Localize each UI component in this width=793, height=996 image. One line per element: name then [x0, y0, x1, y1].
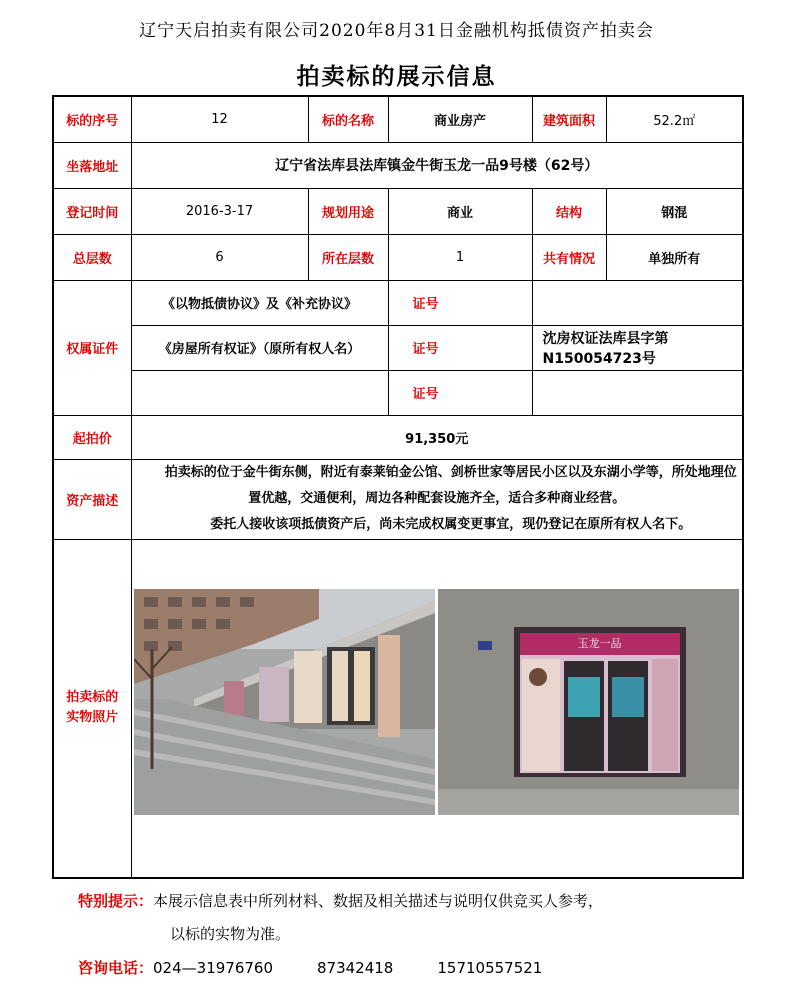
table-row — [53, 234, 743, 280]
area-value: 52.2㎡ — [606, 96, 743, 142]
lot-name-label: 标的名称 — [308, 96, 388, 142]
photos-cell — [131, 539, 743, 878]
cert-label-1: 证号 — [388, 280, 532, 325]
lot-name-value: 商业房产 — [388, 96, 532, 142]
cert-label-3: 证号 — [388, 370, 532, 415]
table-row — [53, 370, 743, 415]
table-row — [53, 96, 743, 142]
info-table — [52, 95, 744, 879]
notice-line-1: 本展示信息表中所列材料、数据及相关描述与说明仅供竞买人参考， — [153, 892, 604, 910]
structure-label: 结构 — [532, 188, 606, 234]
table-row — [53, 188, 743, 234]
ownership-doc-3 — [131, 370, 388, 415]
table-row — [53, 142, 743, 188]
start-price-value: 91,350元 — [131, 415, 743, 459]
description-text — [131, 459, 743, 539]
start-price-label: 起拍价 — [53, 415, 131, 459]
shop-sign-text: 玉龙一品 — [577, 637, 622, 651]
description-paragraph-1: 拍卖标的位于金牛街东侧，附近有泰莱铂金公馆、剑桥世家等居民小区以及东湖小学等，所处地理位置优越，交通便利，周边各种配套设施齐全，适合多种商业经营。 — [164, 465, 737, 506]
table-row — [53, 280, 743, 325]
lot-number-value: 12 — [131, 96, 308, 142]
floor-value: 1 — [388, 234, 532, 280]
cert-number-3 — [532, 370, 743, 415]
cert-label-2: 证号 — [388, 325, 532, 370]
ownership-doc-1: 《以物抵债协议》及《补充协议》 — [131, 280, 388, 325]
cert-number-2: 沈房权证法库县字第N150054723号 — [532, 325, 743, 370]
description-paragraph-2: 委托人接收该项抵债资产后，尚未完成权属变更事宜，现仍登记在原所有权人名下。 — [210, 517, 692, 532]
notice-label: 特别提示： — [78, 892, 154, 910]
planned-use-value: 商业 — [388, 188, 532, 234]
notice-line-2: 以标的实物为准。 — [170, 925, 291, 943]
address-value: 辽宁省法库县法库镇金牛街玉龙一品9号楼（62号） — [131, 142, 743, 188]
address-label: 坐落地址 — [53, 142, 131, 188]
planned-use-label: 规划用途 — [308, 188, 388, 234]
ownership-doc-2: 《房屋所有权证》（原所有权人名） — [131, 325, 388, 370]
photos-label — [53, 539, 131, 878]
table-row — [53, 539, 743, 878]
special-notice — [78, 889, 603, 913]
floor-label: 所在层数 — [308, 234, 388, 280]
total-floors-value: 6 — [131, 234, 308, 280]
ownership-type-value: 单独所有 — [606, 234, 743, 280]
phone-number-2: 87342418 — [317, 959, 394, 977]
shop-front-photo — [438, 589, 739, 815]
total-floors-label: 总层数 — [53, 234, 131, 280]
shop-street-photo — [134, 589, 435, 815]
ownership-type-label: 共有情况 — [532, 234, 606, 280]
table-row — [53, 415, 743, 459]
register-date-label: 登记时间 — [53, 188, 131, 234]
area-label: 建筑面积 — [532, 96, 606, 142]
ownership-label: 权属证件 — [53, 280, 131, 415]
auction-header: 辽宁天启拍卖有限公司2020年8月31日金融机构抵债资产拍卖会 — [139, 21, 654, 41]
phone-number-3: 15710557521 — [437, 959, 543, 977]
phone-number-1: 024—31976760 — [153, 959, 273, 977]
contact-label: 咨询电话： — [78, 959, 154, 977]
table-row — [53, 459, 743, 539]
contact-phones — [78, 957, 586, 978]
page-title: 拍卖标的展示信息 — [296, 63, 497, 90]
table-row — [53, 325, 743, 370]
cert-number-1 — [532, 280, 743, 325]
lot-number-label: 标的序号 — [53, 96, 131, 142]
photos-label-text: 拍卖标的实物照片 — [66, 690, 119, 726]
structure-value: 钢混 — [606, 188, 743, 234]
register-date-value: 2016-3-17 — [131, 188, 308, 234]
description-label: 资产描述 — [53, 459, 131, 539]
